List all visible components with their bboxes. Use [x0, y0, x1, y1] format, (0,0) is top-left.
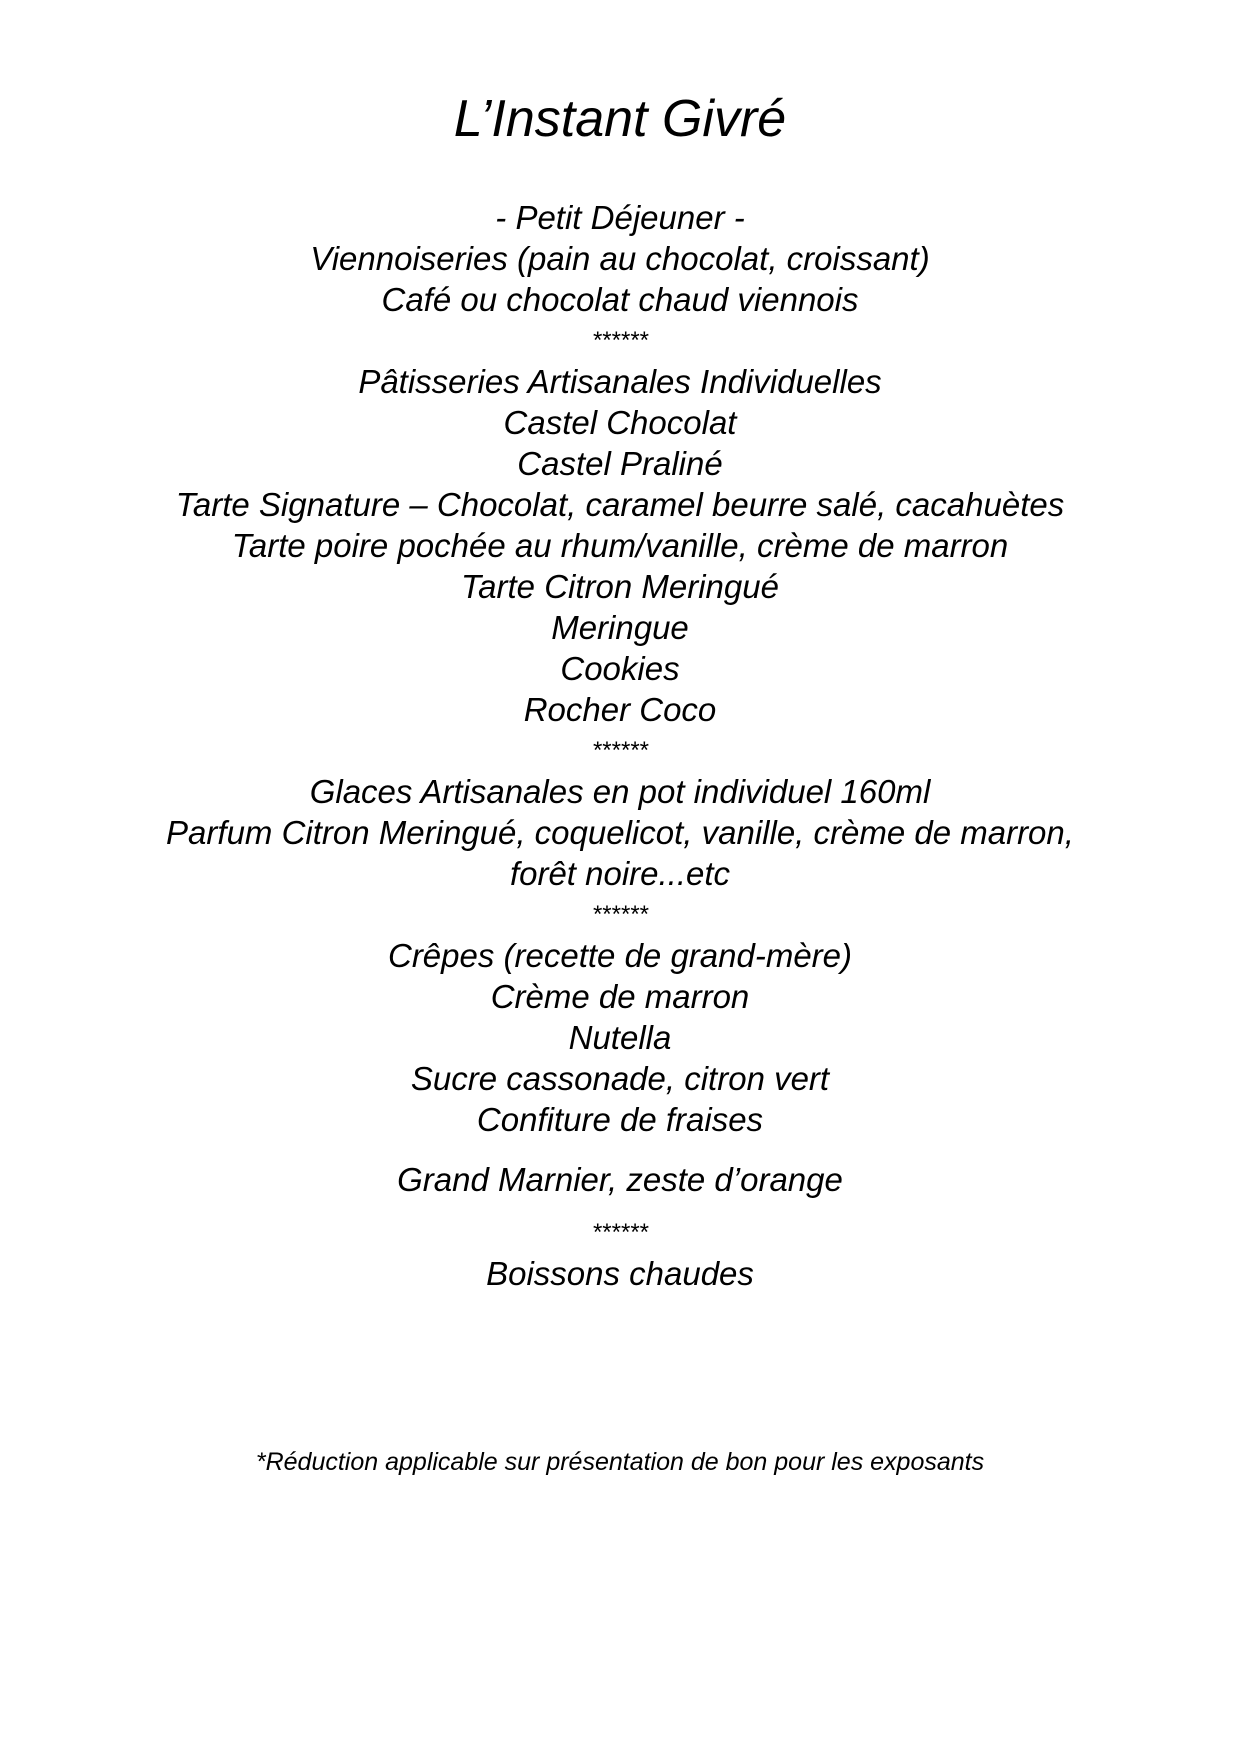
section-separator: ******	[591, 327, 649, 354]
footnote: *Réduction applicable sur présentation de bon pour les exposants	[255, 1448, 985, 1476]
crepe-item: Crème de marron	[490, 978, 750, 1015]
pastry-item: Tarte Signature – Chocolat, caramel beurre salé, cacahuètes	[175, 486, 1065, 523]
breakfast-item: Viennoiseries (pain au chocolat, croissant)	[310, 240, 930, 277]
breakfast-item: Café ou chocolat chaud viennois	[381, 281, 859, 318]
pastry-item: Cookies	[560, 650, 680, 687]
icecream-heading: Glaces Artisanales en pot individuel 160ml	[309, 773, 931, 810]
section-separator: ******	[591, 737, 649, 764]
crepe-item: Nutella	[568, 1019, 672, 1056]
pastry-item: Tarte poire pochée au rhum/vanille, crème de marron	[231, 527, 1009, 564]
drinks-heading: Boissons chaudes	[486, 1255, 754, 1292]
breakfast-heading: - Petit Déjeuner -	[495, 199, 745, 236]
crepes-heading: Crêpes (recette de grand-mère)	[387, 937, 853, 974]
crepe-item: Confiture de fraises	[476, 1101, 764, 1138]
icecream-item: forêt noire...etc	[509, 855, 731, 892]
crepe-item: Grand Marnier, zeste d’orange	[397, 1161, 843, 1198]
section-separator: ******	[591, 901, 649, 928]
pastry-item: Castel Praliné	[517, 445, 723, 482]
section-separator: ******	[591, 1219, 649, 1246]
pastry-item: Rocher Coco	[523, 691, 717, 728]
pastry-item: Castel Chocolat	[503, 404, 737, 441]
icecream-item: Parfum Citron Meringué, coquelicot, vanille, crème de marron,	[166, 814, 1074, 851]
pastries-heading: Pâtisseries Artisanales Individuelles	[358, 363, 882, 400]
crepe-item: Sucre cassonade, citron vert	[410, 1060, 830, 1097]
pastry-item: Meringue	[551, 609, 689, 646]
menu-body	[0, 197, 1240, 1294]
page-title: L’Instant Givré	[453, 90, 787, 148]
pastry-item: Tarte Citron Meringué	[461, 568, 779, 605]
